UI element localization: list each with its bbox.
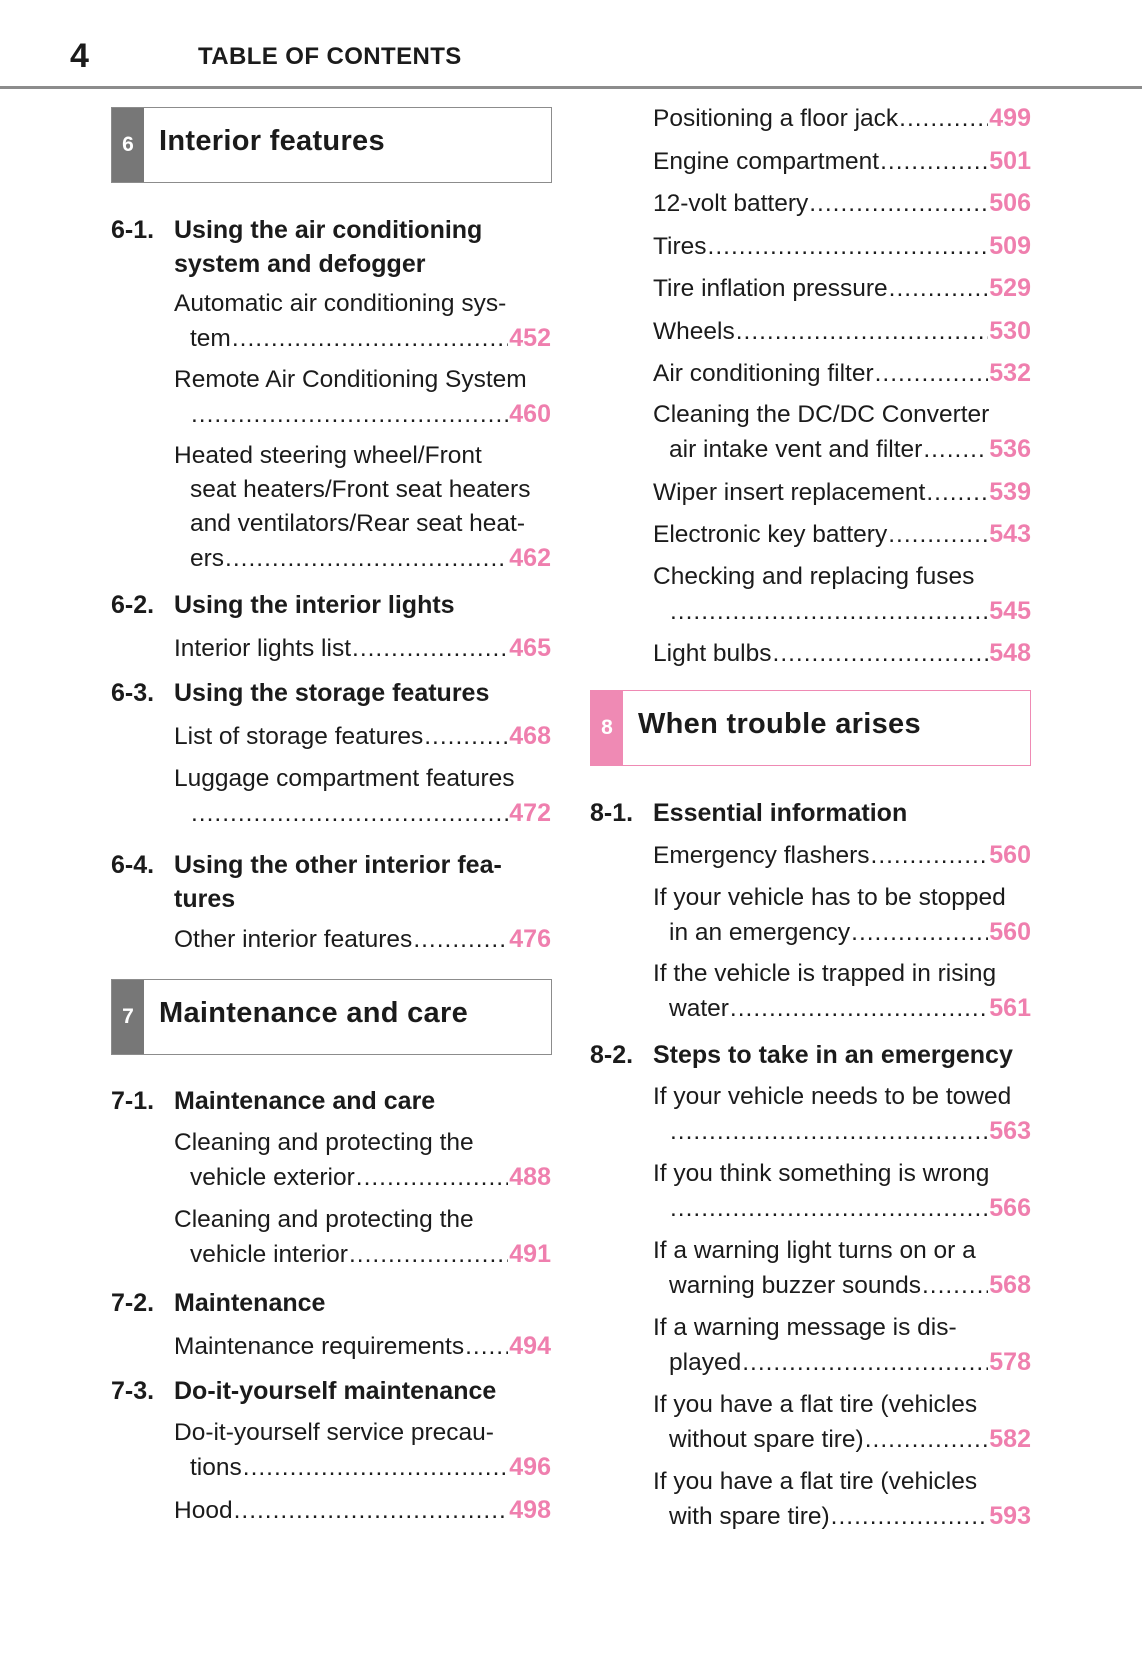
entry-text: tions [190,1454,242,1481]
page-ref: 568 [989,1271,1031,1299]
entry-text: Hood [174,1497,233,1524]
page-ref: 488 [509,1163,551,1191]
entry-text: Wiper insert replacement [653,479,926,506]
entry-text: If you think something is wrong [653,1160,990,1187]
page-ref: 593 [989,1502,1031,1530]
toc-entry[interactable] [653,271,1031,306]
toc-entry[interactable] [653,314,1031,349]
entry-text: If you have a flat tire (vehicles [653,1391,978,1418]
entry-text: Cleaning the DC/DC Converter [653,401,990,428]
toc-entry[interactable] [653,957,1031,1026]
toc-entry[interactable] [174,1416,551,1485]
dot-leader [730,992,988,1026]
chapter-number-tab: 8 [591,691,623,765]
toc-entry[interactable] [653,398,1031,467]
dot-leader [875,357,989,391]
section-number: 7-3. [111,1377,155,1405]
entry-text: air intake vent and filter [669,436,923,463]
page-ref: 560 [989,918,1031,946]
page-ref: 465 [509,634,551,662]
toc-entry[interactable] [653,1388,1031,1457]
toc-entry[interactable] [653,1080,1031,1149]
toc-entry[interactable] [174,762,551,831]
page-ref: 582 [989,1425,1031,1453]
dot-leader [923,433,988,467]
entry-text: Cleaning and protecting the [174,1206,474,1233]
dot-leader [888,518,988,552]
dot-leader [232,322,508,356]
entry-text: Do-it-yourself service precau- [174,1419,494,1446]
dot-leader [736,315,989,349]
chapter-6-header[interactable] [111,107,552,183]
page-ref: 566 [989,1194,1031,1222]
toc-entry[interactable] [174,1126,551,1195]
section-title-line: Using the air conditioning [174,216,483,244]
dot-leader [708,230,989,264]
page-ref: 476 [509,925,551,953]
dot-leader [899,102,988,136]
entry-text: Checking and replacing fuses [653,563,975,590]
section-number: 7-2. [111,1289,155,1317]
page-ref: 472 [509,799,551,827]
page-ref: 539 [989,478,1031,506]
entry-text: and ventilators/Rear seat heat- [190,510,526,537]
section-title: Steps to take in an emergency [653,1041,1013,1069]
toc-entry[interactable] [653,1311,1031,1380]
chapter-title: Maintenance and care [159,997,468,1029]
entry-text: Positioning a floor jack [653,105,899,132]
entry-text: Wheels [653,318,735,345]
entry-text: without spare tire) [669,1426,864,1453]
chapter-title: Interior features [159,125,385,157]
entry-text: played [669,1349,742,1376]
dot-leader [670,1192,988,1226]
section-title [174,213,534,281]
dot-leader [880,145,988,179]
toc-entry[interactable] [174,922,551,957]
entry-text: vehicle interior [190,1241,348,1268]
section-title: Using the storage features [174,679,490,707]
section-number: 6-1. [111,216,155,244]
toc-entry[interactable] [174,1329,551,1364]
entry-text: Remote Air Conditioning System [174,366,527,393]
entry-text: If your vehicle has to be stopped [653,884,1006,911]
entry-text: If a warning message is dis- [653,1314,957,1341]
toc-entry[interactable] [653,475,1031,510]
page-ref: 560 [989,841,1031,869]
page-ref: 509 [989,232,1031,260]
dot-leader [349,1238,508,1272]
dot-leader [851,916,988,950]
toc-entry[interactable] [653,1465,1031,1534]
dot-leader [809,187,988,221]
toc-entry[interactable] [653,881,1031,950]
page-ref: 536 [989,435,1031,463]
dot-leader [413,923,508,957]
entry-text: vehicle exterior [190,1164,355,1191]
section-number: 6-4. [111,851,155,879]
dot-leader [773,637,989,671]
page-ref: 501 [989,147,1031,175]
page-ref: 530 [989,317,1031,345]
page-ref: 491 [509,1240,551,1268]
page-ref: 499 [989,104,1031,132]
page-ref: 452 [509,324,551,352]
header-divider [0,86,1142,89]
toc-entry[interactable] [653,356,1031,391]
toc-entry[interactable] [174,1203,551,1272]
toc-entry[interactable] [174,1493,551,1528]
dot-leader [871,839,989,873]
entry-text: 12-volt battery [653,190,809,217]
section-title: Essential information [653,799,908,827]
dot-leader [889,272,989,306]
entry-text: Electronic key battery [653,521,888,548]
toc-entry[interactable] [174,363,551,432]
section-title [174,848,534,916]
entry-text: Tire inflation pressure [653,275,888,302]
section-title-line: system and defogger [174,250,426,278]
dot-leader [670,595,988,629]
page-ref: 506 [989,189,1031,217]
entry-text: Light bulbs [653,640,772,667]
dot-leader [234,1494,509,1528]
entry-text: Tires [653,233,707,260]
page-ref: 563 [989,1117,1031,1145]
page-ref: 548 [989,639,1031,667]
entry-text: in an emergency [669,919,851,946]
entry-text: Emergency flashers [653,842,870,869]
dot-leader [243,1451,509,1485]
page-ref: 578 [989,1348,1031,1376]
entry-text: seat heaters/Front seat heaters [190,476,531,503]
entry-text: Air conditioning filter [653,360,874,387]
section-title-line: tures [174,885,236,913]
entry-text: Cleaning and protecting the [174,1129,474,1156]
toc-entry[interactable] [174,287,551,356]
page-ref: 496 [509,1453,551,1481]
toc-entry[interactable] [653,1234,1031,1303]
dot-leader [352,632,508,666]
page-ref: 468 [509,722,551,750]
entry-text: ers [190,545,225,572]
entry-text: If a warning light turns on or a [653,1237,976,1264]
page-ref: 460 [509,400,551,428]
page-ref: 529 [989,274,1031,302]
toc-entry[interactable] [653,144,1031,179]
entry-text: Luggage compartment features [174,765,515,792]
dot-leader [191,398,508,432]
section-number: 8-1. [590,799,634,827]
toc-entry[interactable] [653,229,1031,264]
section-title: Using the interior lights [174,591,455,619]
dot-leader [922,1269,988,1303]
section-number: 6-3. [111,679,155,707]
section-number: 8-2. [590,1041,634,1069]
toc-entry[interactable] [653,1157,1031,1226]
entry-text: with spare tire) [669,1503,830,1530]
entry-text: Other interior features [174,926,413,953]
dot-leader [465,1330,508,1364]
toc-entry[interactable] [653,517,1031,552]
toc-entry[interactable] [174,631,551,666]
entry-text: warning buzzer sounds [669,1272,921,1299]
toc-entry[interactable] [653,560,1031,629]
page-ref: 498 [509,1496,551,1524]
dot-leader [831,1500,989,1534]
toc-entry[interactable] [653,186,1031,221]
entry-text: List of storage features [174,723,424,750]
entry-text: water [669,995,729,1022]
page-ref: 545 [989,597,1031,625]
dot-leader [742,1346,988,1380]
section-number: 6-2. [111,591,155,619]
dot-leader [225,542,508,576]
dot-leader [424,720,508,754]
entry-text: Heated steering wheel/Front [174,442,482,469]
toc-entry[interactable] [174,719,551,754]
section-title: Maintenance [174,1289,326,1317]
page-ref: 561 [989,994,1031,1022]
entry-text: If you have a flat tire (vehicles [653,1468,978,1495]
toc-entry[interactable] [174,439,551,576]
entry-text: Interior lights list [174,635,352,662]
chapter-7-header[interactable] [111,979,552,1055]
page-ref: 543 [989,520,1031,548]
page-header-title: TABLE OF CONTENTS [198,43,462,70]
entry-text: If the vehicle is trapped in rising [653,960,997,987]
dot-leader [670,1115,988,1149]
page-ref: 494 [509,1332,551,1360]
dot-leader [865,1423,989,1457]
entry-text: tem [190,325,231,352]
page-number: 4 [70,37,89,75]
chapter-title: When trouble arises [638,708,921,740]
section-title-line: Using the other interior fea- [174,851,502,879]
entry-text: Maintenance requirements [174,1333,465,1360]
dot-leader [356,1161,509,1195]
chapter-number-tab: 6 [112,108,144,182]
entry-text: Engine compartment [653,148,880,175]
chapter-8-header[interactable] [590,690,1031,766]
section-title: Do-it-yourself maintenance [174,1377,497,1405]
chapter-number-tab: 7 [112,980,144,1054]
entry-text: If your vehicle needs to be towed [653,1083,1012,1110]
toc-entry[interactable] [653,636,1031,671]
section-number: 7-1. [111,1087,155,1115]
entry-text: Automatic air conditioning sys- [174,290,507,317]
page-ref: 462 [509,544,551,572]
toc-entry[interactable] [653,838,1031,873]
toc-entry[interactable] [653,101,1031,136]
dot-leader [191,797,508,831]
section-title: Maintenance and care [174,1087,436,1115]
page-ref: 532 [989,359,1031,387]
dot-leader [926,476,988,510]
